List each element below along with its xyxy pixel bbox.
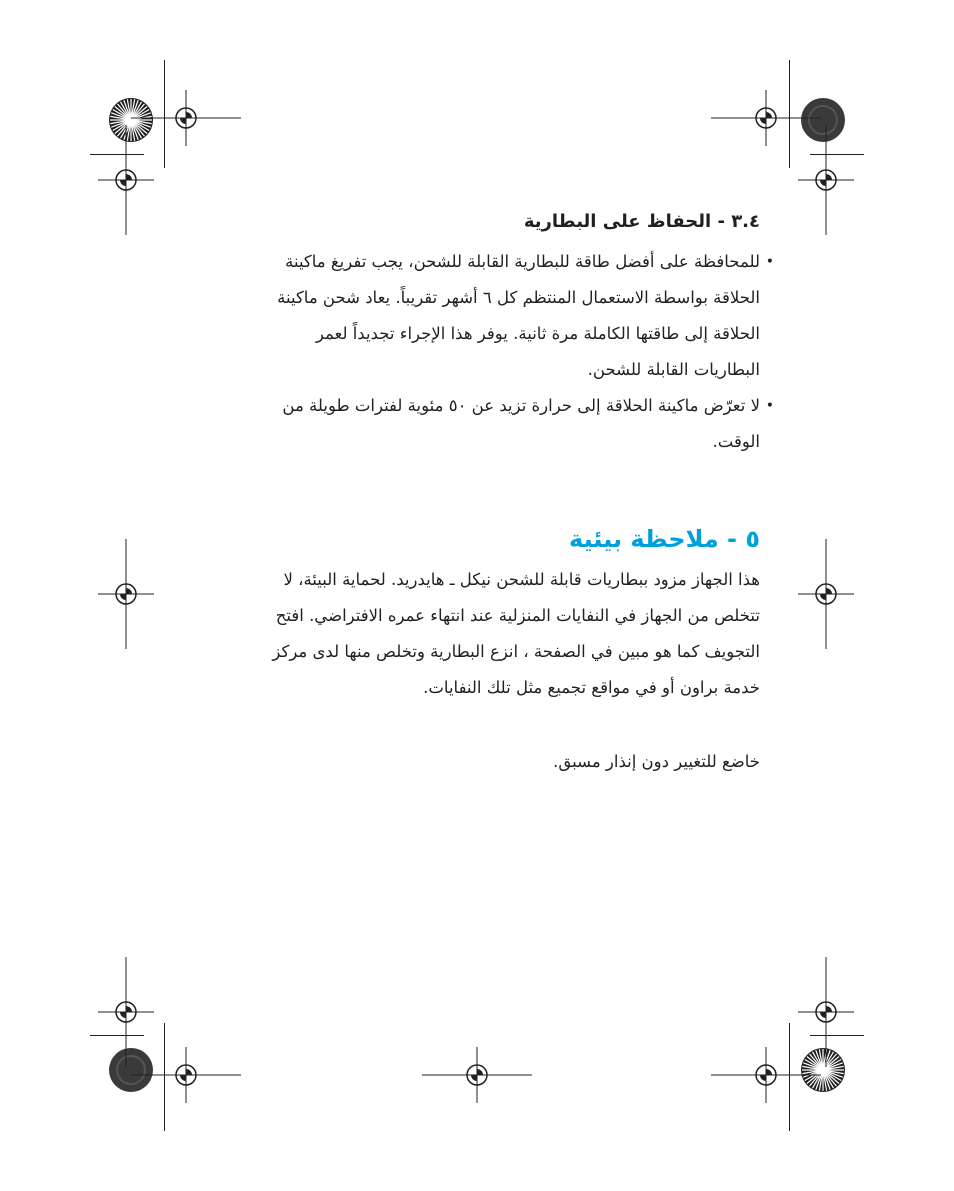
bullet-icon: • xyxy=(765,254,774,270)
registration-mark-icon xyxy=(96,539,156,649)
registration-mark-icon xyxy=(96,125,156,235)
registration-mark-icon xyxy=(796,125,856,235)
registration-mark-icon xyxy=(796,539,856,649)
registration-mark-icon xyxy=(131,1045,241,1105)
environment-paragraph: هذا الجهاز مزود ببطاريات قابلة للشحن نيكل ـ هايدريد. لحماية البيئة، لا تتخلص من الجهاز في النفايات المنزلية عند انتهاء عمره الافتراضي. افتح التجويف كما هو مبين في الصفحة ، انزع البطارية وتخلص منها لدى مركز خدمة براون أو في مواقع تجميع مثل تلك النفايات. xyxy=(272,570,760,697)
bullet-icon: • xyxy=(765,398,774,414)
environment-heading: ٥ - ملاحظة بيئية xyxy=(569,525,760,553)
list-item xyxy=(255,244,774,388)
battery-care-list xyxy=(200,244,774,460)
list-item-text: للمحافظة على أفضل طاقة للبطارية القابلة للشحن، يجب تفريغ ماكينة الحلاقة بواسطة الاستعمال المنتظم كل ٦ أشهر تقريباً. يعاد شحن ماكينة الحلاقة إلى طاقتها الكاملة مرة ثانية. يوفر هذا الإجراء تجديداً لعمر البطاريات القابلة للشحن. xyxy=(277,252,760,379)
list-item-text: لا تعرّض ماكينة الحلاقة إلى حرارة تزيد عن ٥٠ مئوية لفترات طويلة من الوقت. xyxy=(282,396,760,451)
registration-mark-icon xyxy=(711,1045,821,1105)
change-notice: خاضع للتغيير دون إنذار مسبق. xyxy=(553,752,760,771)
environment-section xyxy=(200,522,760,706)
battery-care-section xyxy=(200,208,774,460)
battery-care-heading: ٣.٤ - الحفاظ على البطارية xyxy=(523,211,760,232)
list-item xyxy=(255,388,774,460)
page-content xyxy=(200,196,774,780)
registration-mark-icon xyxy=(422,1045,532,1105)
